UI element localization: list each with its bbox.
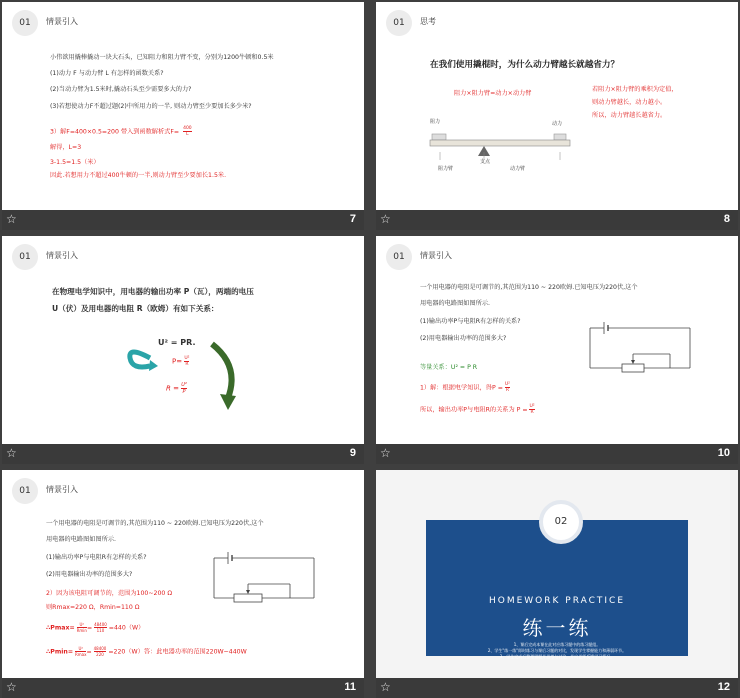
homework-title: HOMEWORK PRACTICE [488, 596, 626, 606]
star-icon[interactable]: ☆ [380, 680, 391, 694]
section-title: 情景引入 [420, 251, 452, 260]
answer-line-1: 2）因为该电阻可调节的，范围为100~200 Ω [46, 590, 173, 597]
slide-number: 12 [717, 681, 730, 693]
problem-line-1: 一个用电器的电阻是可调节的,其范围为110 ~ 220欧姆.已知电压为220伏,这个 [420, 284, 638, 291]
slide-number: 7 [349, 213, 356, 225]
section-badge: 01 [12, 478, 38, 504]
homework-item-2: 2、学生"练一练"即时练习与课后习题的对比，发现学生掌握能力和薄弱环节。 [487, 648, 627, 653]
power-arm-label: 动力臂 [510, 166, 526, 172]
section-badge: 01 [12, 244, 38, 270]
star-icon[interactable]: ☆ [380, 446, 391, 460]
slide-number: 8 [723, 213, 730, 225]
problem-line-2: 用电器的电路图如图所示. [420, 300, 491, 307]
problem-line-1: 一个用电器的电阻是可调节的,其范围为110 ~ 220欧姆.已知电压为220伏,这个 [46, 520, 264, 527]
slide-footer [2, 444, 364, 464]
circuit-diagram [586, 318, 694, 380]
question-1: (1)输出功率P与电阻R有怎样的关系? [420, 318, 521, 325]
slide-footer [376, 210, 738, 230]
star-icon[interactable]: ☆ [6, 212, 17, 226]
slide-10-thumbnail[interactable] [376, 236, 738, 464]
explain-line-3: 所以，动力臂越长越省力。 [592, 112, 667, 119]
relation-line: 等量关系：U² = P R [420, 364, 478, 371]
slide-number: 11 [344, 681, 356, 693]
question-1: (1)动力 F 与动力臂 L 有怎样的函数关系? [50, 70, 164, 77]
equation-p: P= $\frac{\text{U²}}{R}$ [172, 356, 190, 367]
slide-11-thumbnail[interactable] [2, 470, 364, 698]
section-badge: 01 [386, 10, 412, 36]
homework-heading: 练一练 [522, 616, 592, 640]
power-label: 动力 [552, 121, 563, 127]
problem-line-2: 用电器的电路图如图所示. [46, 536, 117, 543]
slide-footer [376, 678, 738, 698]
answer-line-1: 3）解F=400×0.5=200 带入到函数解析式F= $\frac{400}{L}$ [50, 126, 192, 137]
slide-footer [2, 210, 364, 230]
equation-r: R = $\frac{\text{U²}}{P}$ [166, 382, 187, 395]
circuit-diagram [210, 548, 318, 610]
conclusion-line: 所以，输出功率P与电阻R的关系为 P = $\frac{\text{U²}}{R}$ [420, 404, 535, 415]
arrows-diagram [120, 336, 250, 422]
slide-7-thumbnail[interactable] [2, 2, 364, 230]
question-3: (3)若想使动力F不超过题(2)中所用力的一半, 则动力臂至少要加长多少米? [50, 103, 252, 110]
section-title: 情景引入 [46, 485, 78, 494]
section-title: 情景引入 [46, 251, 78, 260]
answer-line-3: 3-1.5=1.5（米） [50, 159, 100, 166]
homework-item-3: 3、学生完成后整理错题并思考与讨论，并向老师反馈学习情况。 [499, 654, 615, 659]
slide-12-thumbnail[interactable] [376, 470, 738, 698]
section-title: 思考 [420, 17, 436, 26]
pmax-line: ∴Pmax= U² Rmin = $\frac{48400}{110}$ =440（W） [46, 622, 145, 633]
slide-footer [2, 678, 364, 698]
solve-line: 1）解：根据电学知识，得P = $\frac{\text{U²}}{R}$ [420, 382, 510, 393]
answer-line-2: 解得，L=3 [50, 144, 82, 151]
problem-text: 小伟欲用撬棒撬动一块大石头，已知阻力和阻力臂不变，分别为1200牛顿和0.5米 [50, 54, 274, 61]
question-2: (2)当动力臂为1.5米时,撬动石头至少需要多大的力? [50, 86, 192, 93]
lever-formula: 阻力×阻力臂=动力×动力臂 [454, 90, 532, 97]
star-icon[interactable]: ☆ [6, 680, 17, 694]
section-circle: 02 [539, 500, 583, 544]
slide-footer [376, 444, 738, 464]
section-badge: 01 [12, 10, 38, 36]
question-1: (1)输出功率P与电阻R有怎样的关系? [46, 554, 147, 561]
answer-line-2: 则Rmax=220 Ω，Rmin=110 Ω [46, 604, 140, 611]
answer-line-4: 因此.若想用力不超过400牛顿的一半,则动力臂至少要加长1.5米. [50, 172, 227, 179]
slide-number: 9 [349, 447, 356, 459]
fulcrum-label: 支点 [480, 159, 491, 165]
homework-item-1: 1、课后完成本课在此对应练习题中的练习题组。 [513, 642, 601, 647]
explain-line-1: 若阻力×阻力臂的乘积为定值， [592, 86, 678, 93]
intro-line-2: U（伏）及用电器的电阻 R（欧姆）有如下关系： [52, 304, 219, 313]
resist-arm-label: 阻力臂 [438, 166, 454, 172]
star-icon[interactable]: ☆ [380, 212, 391, 226]
star-icon[interactable]: ☆ [6, 446, 17, 460]
question-2: (2)用电器输出功率的范围多大? [46, 571, 133, 578]
pmin-line: ∴Pmin= U² Rmax = $\frac{48400}{220}$ =220（W）答：此电器功率的范围220W~440W [46, 646, 247, 657]
slide-8-thumbnail[interactable] [376, 2, 738, 230]
intro-line-1: 在物理电学知识中，用电器的输出功率 P（瓦），两端的电压 [52, 287, 254, 296]
resist-label: 阻力 [430, 119, 441, 125]
equation-main: U² = PR. [158, 338, 196, 347]
slide-9-thumbnail[interactable] [2, 236, 364, 464]
section-badge: 01 [386, 244, 412, 270]
section-title: 情景引入 [46, 17, 78, 26]
question-heading: 在我们使用撬棍时，为什么动力臂越长就越省力？ [430, 60, 620, 70]
slide-number: 10 [717, 447, 730, 459]
question-2: (2)用电器输出功率的范围多大? [420, 335, 507, 342]
explain-line-2: 则动力臂越长，动力越小。 [592, 99, 667, 106]
